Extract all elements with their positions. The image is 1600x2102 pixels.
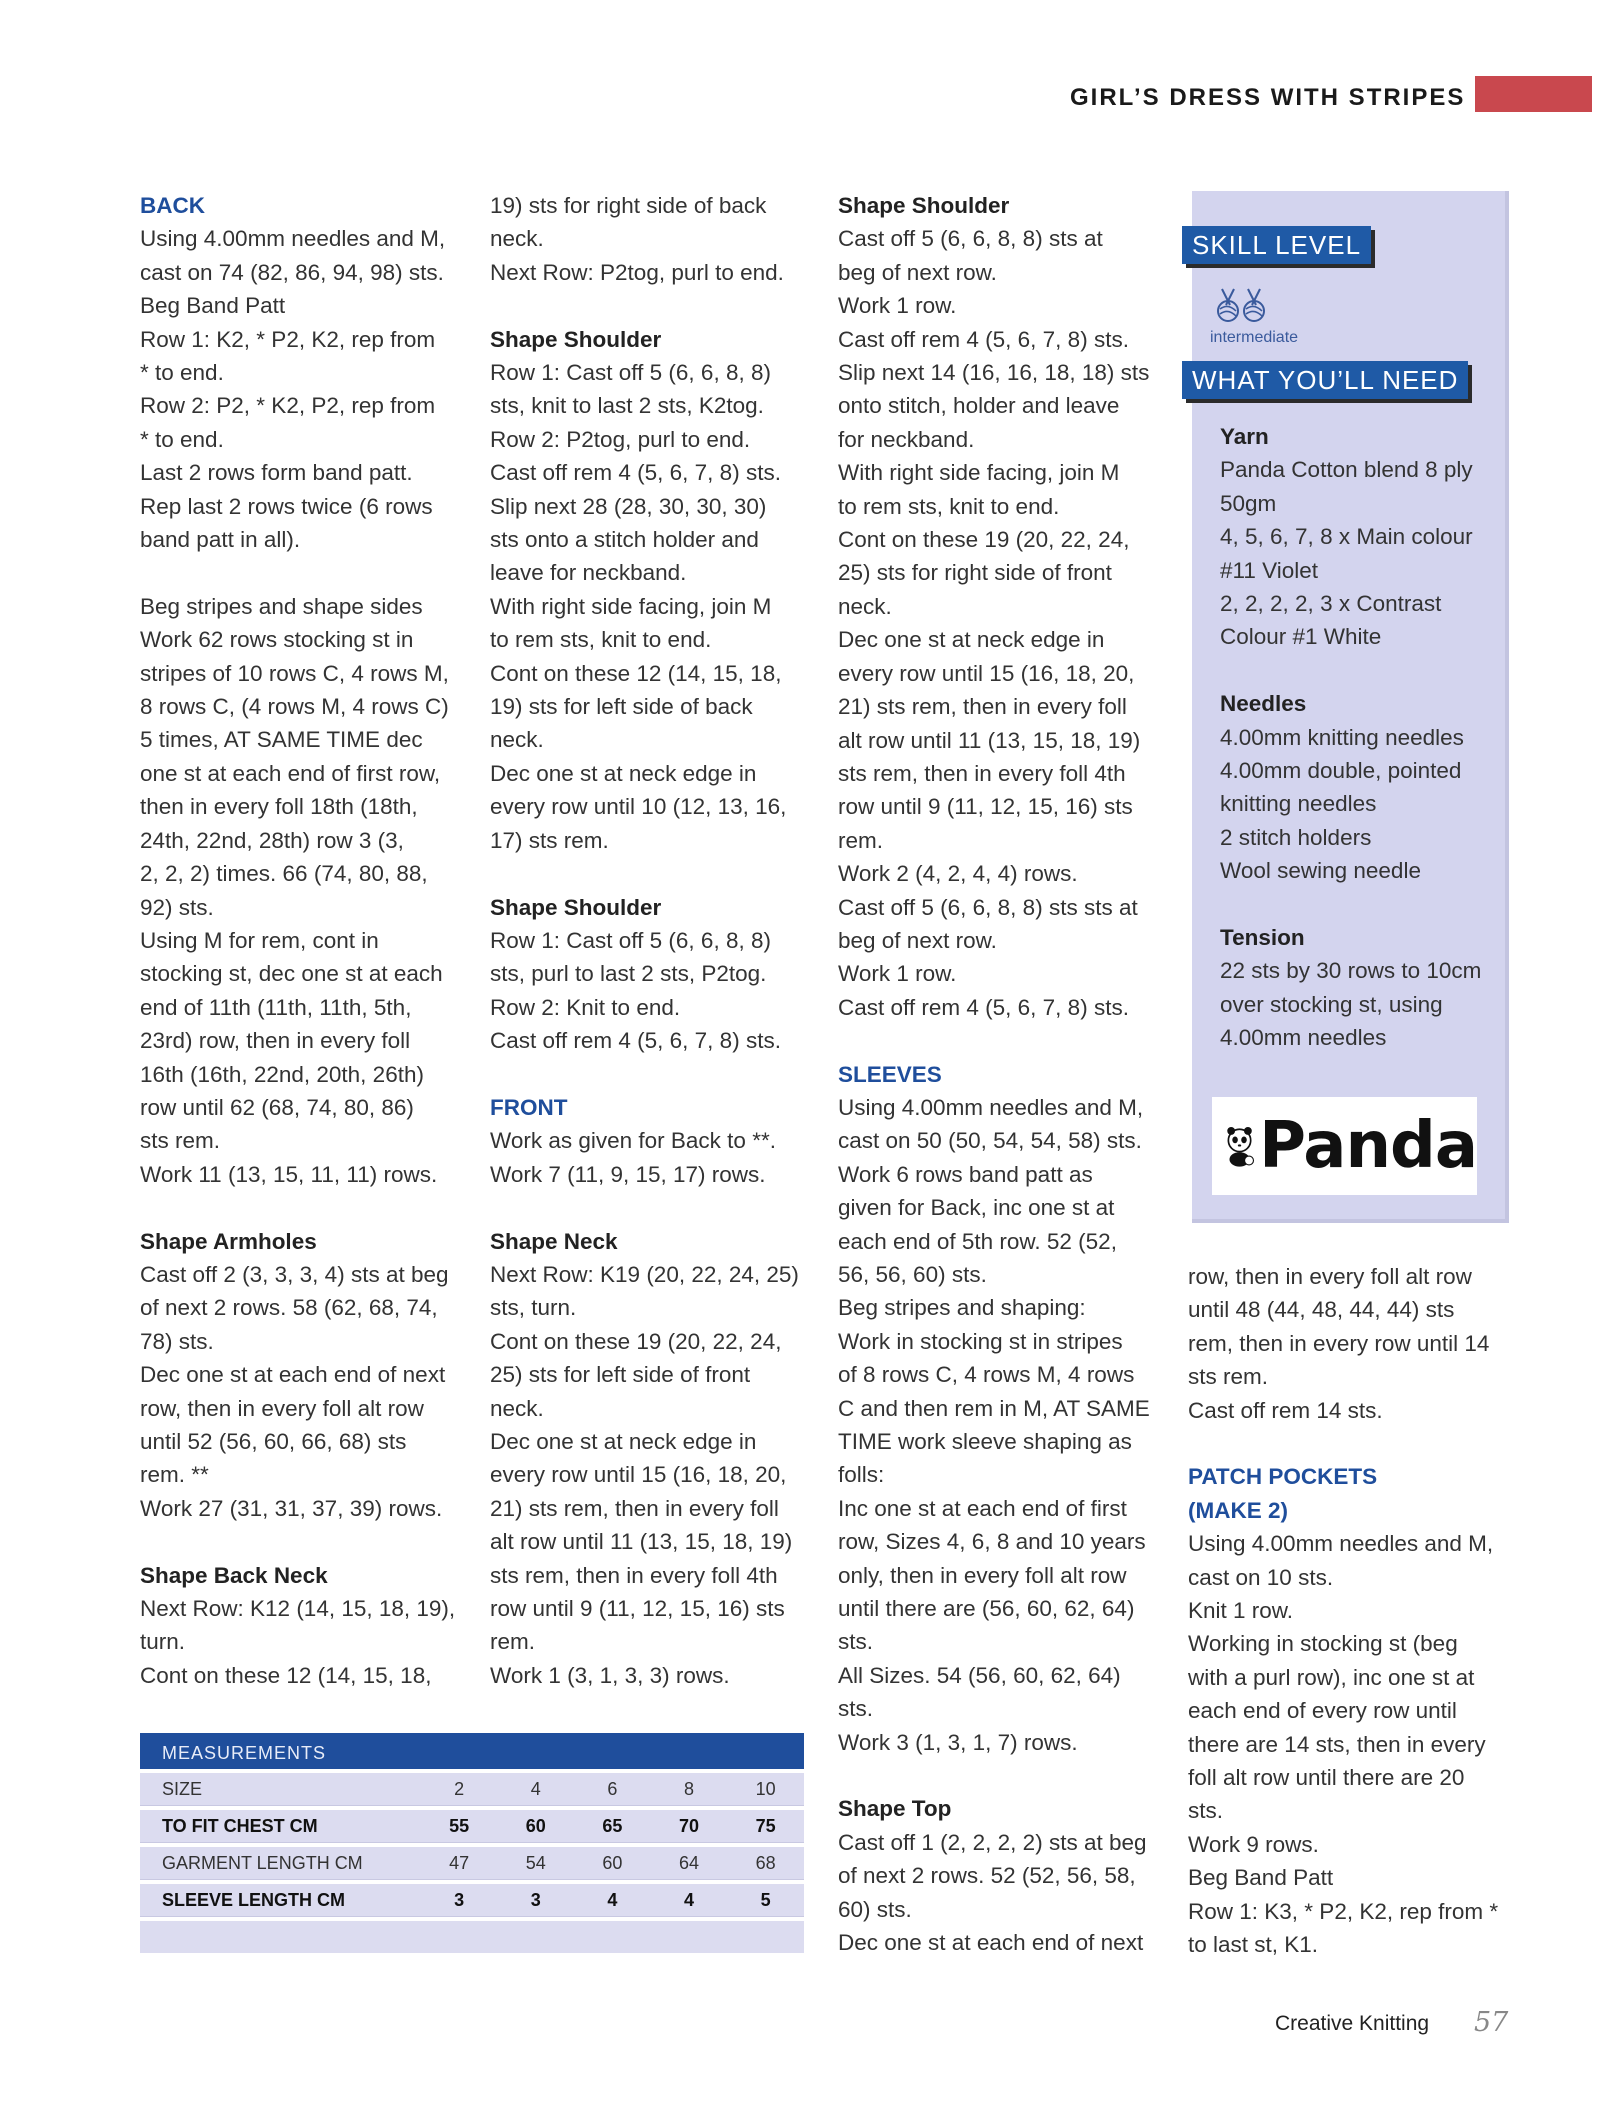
measurement-value: 10 bbox=[755, 1779, 776, 1799]
section-heading: FRONT bbox=[490, 1094, 568, 1120]
text-line: 24th, 22nd, 28th) row 3 (3, bbox=[140, 827, 404, 853]
footer-page-number: 57 bbox=[1474, 2007, 1509, 2038]
text-line: cast on 50 (50, 54, 54, 58) sts. bbox=[838, 1128, 1142, 1154]
measurement-label: TO FIT CHEST CM bbox=[162, 1816, 318, 1836]
text-line: sts. bbox=[838, 1696, 874, 1722]
text-line: alt row until 11 (13, 15, 18, 19) bbox=[838, 727, 1141, 753]
text-line: rem, then in every row until 14 bbox=[1188, 1330, 1490, 1356]
text-line: there are 14 sts, then in every bbox=[1188, 1731, 1486, 1757]
text-line: alt row until 11 (13, 15, 18, 19) bbox=[490, 1529, 793, 1555]
text-line: sts, turn. bbox=[490, 1295, 577, 1321]
measurements-empty-row bbox=[140, 1921, 804, 1953]
measurement-value: 6 bbox=[607, 1779, 618, 1799]
text-line: * to end. bbox=[140, 360, 224, 386]
text-line: of 8 rows C, 4 rows M, 4 rows bbox=[838, 1362, 1135, 1388]
text-line: to rem sts, knit to end. bbox=[490, 627, 712, 653]
text-line: Row 2: P2tog, purl to end. bbox=[490, 426, 751, 452]
text-line: Using 4.00mm needles and M, bbox=[1188, 1531, 1494, 1557]
text-line: row, then in every foll alt row bbox=[140, 1395, 424, 1421]
header-accent-bar bbox=[1475, 76, 1592, 112]
text-line: for neckband. bbox=[838, 426, 975, 452]
measurements-row bbox=[140, 1810, 804, 1843]
what-you-need-label: WHAT YOU’LL NEED bbox=[1182, 361, 1468, 399]
text-line: Cast off 5 (6, 6, 8, 8) sts at bbox=[838, 226, 1103, 252]
text-line: Cont on these 19 (20, 22, 24, bbox=[838, 527, 1130, 553]
measurement-value: 47 bbox=[449, 1853, 470, 1873]
measurements-row bbox=[140, 1847, 804, 1880]
text-line: each end of every row until bbox=[1188, 1698, 1457, 1724]
text-line: Wool sewing needle bbox=[1220, 858, 1421, 884]
text-line: With right side facing, join M bbox=[490, 593, 772, 619]
section-heading: (MAKE 2) bbox=[1188, 1497, 1288, 1523]
text-line: leave for neckband. bbox=[490, 560, 687, 586]
text-line: Slip next 28 (28, 30, 30, 30) bbox=[490, 493, 767, 519]
text-line: of next 2 rows. 52 (52, 56, 58, bbox=[838, 1863, 1136, 1889]
subsection-heading: Tension bbox=[1220, 925, 1305, 951]
skill-level-text: intermediate bbox=[1210, 329, 1299, 346]
text-line: Panda Cotton blend 8 ply bbox=[1220, 457, 1473, 483]
text-line: 16th (16th, 22nd, 20th, 26th) bbox=[140, 1061, 424, 1087]
text-line: All Sizes. 54 (56, 60, 62, 64) bbox=[838, 1662, 1121, 1688]
text-line: Cast off 2 (3, 3, 3, 4) sts at beg bbox=[140, 1261, 449, 1287]
text-line: Work 27 (31, 31, 37, 39) rows. bbox=[140, 1495, 443, 1521]
text-line: sts rem, then in every foll 4th bbox=[490, 1562, 778, 1588]
measurements-rows bbox=[140, 1773, 804, 1917]
subsection-heading: Shape Neck bbox=[490, 1228, 618, 1254]
text-line: 50gm bbox=[1220, 490, 1277, 516]
text-line: Dec one st at neck edge in bbox=[838, 627, 1105, 653]
subsection-heading: Shape Armholes bbox=[140, 1228, 317, 1254]
spacer bbox=[1220, 654, 1481, 687]
text-line: Work 2 (4, 2, 4, 4) rows. bbox=[838, 861, 1078, 887]
measurements-row bbox=[140, 1773, 804, 1806]
measurement-value: 75 bbox=[755, 1816, 776, 1836]
text-line: one st at each end of first row, bbox=[140, 760, 441, 786]
text-line: 2, 2, 2, 2, 3 x Contrast bbox=[1220, 591, 1442, 617]
column-2 bbox=[490, 189, 820, 1692]
measurements-row bbox=[140, 1884, 804, 1917]
text-line: neck. bbox=[838, 593, 892, 619]
spacer bbox=[490, 1058, 820, 1091]
text-line: Work 1 row. bbox=[838, 293, 957, 319]
text-line: rem. bbox=[490, 1629, 535, 1655]
text-line: Work 62 rows stocking st in bbox=[140, 627, 414, 653]
text-line: Next Row: P2tog, purl to end. bbox=[490, 259, 784, 285]
text-line: stocking st, dec one st at each bbox=[140, 961, 443, 987]
text-line: Cast off rem 4 (5, 6, 7, 8) sts. bbox=[838, 326, 1129, 352]
text-line: Using 4.00mm needles and M, bbox=[140, 226, 446, 252]
text-line: Work in stocking st in stripes bbox=[838, 1328, 1123, 1354]
text-line: over stocking st, using bbox=[1220, 991, 1443, 1017]
text-line: Work 1 row. bbox=[838, 961, 957, 987]
text-line: Work 11 (13, 15, 11, 11) rows. bbox=[140, 1161, 438, 1187]
subsection-heading: Shape Back Neck bbox=[140, 1562, 328, 1588]
column-3 bbox=[838, 189, 1168, 1960]
subsection-heading: Shape Shoulder bbox=[490, 894, 662, 920]
text-line: 25) sts for left side of front bbox=[490, 1362, 751, 1388]
text-line: Beg stripes and shaping: bbox=[838, 1295, 1086, 1321]
text-line: 19) sts for right side of back bbox=[490, 193, 767, 218]
text-line: until there are (56, 60, 62, 64) bbox=[838, 1596, 1135, 1622]
measurement-value: 70 bbox=[679, 1816, 700, 1836]
text-line: end of 11th (11th, 11th, 5th, bbox=[140, 994, 412, 1020]
text-line: neck. bbox=[490, 727, 544, 753]
section-heading: BACK bbox=[140, 193, 205, 218]
spacer bbox=[1188, 1427, 1518, 1460]
section-heading: PATCH POCKETS bbox=[1188, 1464, 1378, 1490]
text-line: with a purl row), inc one st at bbox=[1188, 1664, 1475, 1690]
measurement-value: 68 bbox=[755, 1853, 776, 1873]
measurement-value: 65 bbox=[602, 1816, 623, 1836]
text-line: Cont on these 12 (14, 15, 18, bbox=[140, 1662, 432, 1688]
text-line: sts rem, then in every foll 4th bbox=[838, 760, 1126, 786]
text-line: stripes of 10 rows C, 4 rows M, bbox=[140, 660, 449, 686]
text-line: Cont on these 19 (20, 22, 24, bbox=[490, 1328, 782, 1354]
text-line: row until 9 (11, 12, 15, 16) sts bbox=[838, 794, 1133, 820]
text-line: onto stitch, holder and leave bbox=[838, 393, 1120, 419]
text-line: Dec one st at each end of next bbox=[140, 1362, 446, 1388]
text-line: 4.00mm double, pointed bbox=[1220, 758, 1462, 784]
spacer bbox=[140, 1525, 470, 1558]
text-line: beg of next row. bbox=[838, 927, 997, 953]
text-line: 4.00mm knitting needles bbox=[1220, 724, 1464, 750]
text-line: rem. bbox=[838, 827, 883, 853]
text-line: Last 2 rows form band patt. bbox=[140, 460, 413, 486]
text-line: sts. bbox=[1188, 1798, 1224, 1824]
text-line: every row until 10 (12, 13, 16, bbox=[490, 794, 787, 820]
text-line: #11 Violet bbox=[1220, 557, 1318, 583]
section-heading: SLEEVES bbox=[838, 1061, 942, 1087]
measurement-label: GARMENT LENGTH CM bbox=[162, 1853, 363, 1873]
text-line: Cast off 1 (2, 2, 2, 2) sts at beg bbox=[838, 1829, 1147, 1855]
text-line: 17) sts rem. bbox=[490, 827, 609, 853]
measurement-value: 3 bbox=[530, 1890, 541, 1910]
text-line: 2 stitch holders bbox=[1220, 824, 1372, 850]
text-line: Row 2: Knit to end. bbox=[490, 994, 681, 1020]
text-line: to rem sts, knit to end. bbox=[838, 493, 1060, 519]
page-header-title: GIRL’S DRESS WITH STRIPES bbox=[1070, 84, 1466, 111]
measurement-value: 4 bbox=[607, 1890, 618, 1910]
text-line: Cont on these 12 (14, 15, 18, bbox=[490, 660, 782, 686]
text-line: Next Row: K12 (14, 15, 18, 19), bbox=[140, 1596, 456, 1622]
text-line: Cast off rem 4 (5, 6, 7, 8) sts. bbox=[490, 1028, 781, 1054]
text-line: Colour #1 White bbox=[1220, 624, 1382, 650]
text-line: Row 2: P2, * K2, P2, rep from bbox=[140, 393, 436, 419]
text-line: 5 times, AT SAME TIME dec bbox=[140, 727, 423, 753]
subsection-heading: Shape Shoulder bbox=[838, 193, 1010, 218]
text-line: row until 9 (11, 12, 15, 16) sts bbox=[490, 1596, 785, 1621]
text-line: beg of next row. bbox=[838, 259, 997, 285]
column-1 bbox=[140, 189, 470, 1692]
subsection-heading: Needles bbox=[1220, 691, 1307, 717]
text-line: sts rem. bbox=[140, 1128, 221, 1154]
text-line: given for Back, inc one st at bbox=[838, 1195, 1115, 1221]
text-line: rem. ** bbox=[140, 1462, 209, 1488]
spacer bbox=[1220, 888, 1481, 921]
text-line: Cast off rem 4 (5, 6, 7, 8) sts. bbox=[838, 994, 1129, 1020]
text-line: Next Row: K19 (20, 22, 24, 25) bbox=[490, 1261, 799, 1287]
text-line: row, then in every foll alt row bbox=[1188, 1264, 1472, 1289]
text-line: Work 7 (11, 9, 15, 17) rows. bbox=[490, 1161, 766, 1187]
text-line: then in every foll 18th (18th, bbox=[140, 794, 418, 820]
panda-logo-text: Panda bbox=[1259, 1109, 1477, 1183]
text-line: every row until 15 (16, 18, 20, bbox=[490, 1462, 787, 1488]
text-line: Beg Band Patt bbox=[140, 293, 286, 319]
text-line: 4.00mm needles bbox=[1220, 1025, 1387, 1051]
measurement-value: 60 bbox=[602, 1853, 623, 1873]
text-line: Row 1: K3, * P2, K2, rep from * bbox=[1188, 1898, 1499, 1924]
text-line: Work 3 (1, 3, 1, 7) rows. bbox=[838, 1729, 1078, 1755]
text-line: 60) sts. bbox=[838, 1896, 912, 1922]
column-4 bbox=[1188, 1260, 1518, 1962]
text-line: 21) sts rem, then in every foll bbox=[490, 1495, 779, 1521]
subsection-heading: Shape Top bbox=[838, 1796, 952, 1822]
footer-magazine-name: Creative Knitting bbox=[1275, 2012, 1430, 2035]
panda-logo bbox=[1212, 1097, 1477, 1195]
text-line: Working in stocking st (beg bbox=[1188, 1631, 1458, 1657]
text-line: Using 4.00mm needles and M, bbox=[838, 1094, 1144, 1120]
text-line: 25) sts for right side of front bbox=[838, 560, 1112, 586]
spacer bbox=[140, 1191, 470, 1224]
measurements-table bbox=[140, 1733, 804, 1953]
text-line: cast on 10 sts. bbox=[1188, 1564, 1334, 1590]
text-line: Work 9 rows. bbox=[1188, 1831, 1319, 1857]
spacer bbox=[838, 1759, 1168, 1792]
measurement-value: 4 bbox=[684, 1890, 695, 1910]
text-line: Row 1: K2, * P2, K2, rep from bbox=[140, 326, 436, 352]
spacer bbox=[490, 289, 820, 322]
spacer bbox=[490, 1191, 820, 1224]
text-line: each end of 5th row. 52 (52, bbox=[838, 1228, 1117, 1254]
text-line: With right side facing, join M bbox=[838, 460, 1120, 486]
spacer bbox=[838, 1024, 1168, 1057]
text-line: neck. bbox=[490, 1395, 544, 1421]
text-line: Dec one st at each end of next bbox=[838, 1930, 1144, 1956]
text-line: Row 1: Cast off 5 (6, 6, 8, 8) bbox=[490, 360, 771, 386]
measurement-label: SLEEVE LENGTH CM bbox=[162, 1890, 346, 1910]
text-line: Beg Band Patt bbox=[1188, 1865, 1334, 1891]
requirements-sidebar bbox=[1192, 191, 1509, 1223]
text-line: * to end. bbox=[140, 426, 224, 452]
text-line: 56, 56, 60) sts. bbox=[838, 1261, 987, 1287]
text-line: until 48 (44, 48, 44, 44) sts bbox=[1188, 1297, 1455, 1323]
skill-level-label: SKILL LEVEL bbox=[1182, 226, 1371, 264]
measurement-value: 2 bbox=[454, 1779, 465, 1799]
text-line: neck. bbox=[490, 226, 544, 252]
text-line: 4, 5, 6, 7, 8 x Main colour bbox=[1220, 524, 1473, 550]
text-line: 2, 2, 2) times. 66 (74, 80, 88, bbox=[140, 861, 428, 887]
text-line: Slip next 14 (16, 16, 18, 18) sts bbox=[838, 360, 1150, 386]
spacer bbox=[140, 556, 470, 589]
text-line: 21) sts rem, then in every foll bbox=[838, 694, 1127, 720]
measurement-value: 55 bbox=[449, 1816, 470, 1836]
text-line: Beg stripes and shape sides bbox=[140, 593, 423, 619]
subsection-heading: Yarn bbox=[1220, 424, 1269, 449]
text-line: Dec one st at neck edge in bbox=[490, 760, 757, 786]
measurement-value: 8 bbox=[684, 1779, 695, 1799]
text-line: sts, purl to last 2 sts, P2tog. bbox=[490, 961, 767, 987]
text-line: 8 rows C, (4 rows M, 4 rows C) bbox=[140, 694, 449, 720]
text-line: knitting needles bbox=[1220, 791, 1377, 817]
text-line: Knit 1 row. bbox=[1188, 1598, 1294, 1624]
text-line: turn. bbox=[140, 1629, 186, 1655]
text-line: Row 1: Cast off 5 (6, 6, 8, 8) bbox=[490, 927, 771, 953]
text-line: sts onto a stitch holder and bbox=[490, 527, 759, 553]
text-line: Work as given for Back to **. bbox=[490, 1128, 776, 1154]
subsection-heading: Shape Shoulder bbox=[490, 326, 662, 352]
text-line: every row until 15 (16, 18, 20, bbox=[838, 660, 1135, 686]
text-line: Cast off rem 4 (5, 6, 7, 8) sts. bbox=[490, 460, 781, 486]
text-line: sts rem. bbox=[1188, 1364, 1269, 1390]
text-line: sts, knit to last 2 sts, K2tog. bbox=[490, 393, 764, 419]
measurements-title: MEASUREMENTS bbox=[140, 1733, 804, 1769]
spacer bbox=[490, 857, 820, 890]
text-line: until 52 (56, 60, 66, 68) sts bbox=[140, 1429, 407, 1454]
requirements-list bbox=[1220, 420, 1481, 1055]
text-line: Cast off 5 (6, 6, 8, 8) sts sts at bbox=[838, 894, 1138, 920]
text-line: TIME work sleeve shaping as bbox=[838, 1429, 1132, 1455]
text-line: Work 1 (3, 1, 3, 3) rows. bbox=[490, 1662, 730, 1688]
text-line: 23rd) row, then in every foll bbox=[140, 1028, 411, 1054]
text-line: cast on 74 (82, 86, 94, 98) sts. bbox=[140, 259, 444, 285]
text-line: Rep last 2 rows twice (6 rows bbox=[140, 493, 433, 519]
measurement-value: 3 bbox=[454, 1890, 465, 1910]
measurement-value: 5 bbox=[760, 1890, 771, 1910]
text-line: Inc one st at each end of first bbox=[838, 1495, 1127, 1521]
text-line: to last st, K1. bbox=[1188, 1932, 1319, 1958]
panda-icon bbox=[1220, 1106, 1259, 1186]
text-line: 22 sts by 30 rows to 10cm bbox=[1220, 958, 1482, 984]
text-line: sts. bbox=[838, 1629, 874, 1655]
text-line: Dec one st at neck edge in bbox=[490, 1428, 757, 1454]
measurement-value: 4 bbox=[530, 1779, 541, 1799]
text-line: Cast off rem 14 sts. bbox=[1188, 1397, 1383, 1423]
yarn-balls-icon bbox=[1212, 283, 1272, 332]
measurement-value: 60 bbox=[525, 1816, 546, 1836]
measurement-value: 64 bbox=[679, 1853, 700, 1873]
text-line: only, then in every foll alt row bbox=[838, 1562, 1127, 1588]
text-line: Work 6 rows band patt as bbox=[838, 1161, 1093, 1187]
measurement-label: SIZE bbox=[162, 1779, 203, 1799]
text-line: folls: bbox=[838, 1462, 885, 1488]
text-line: foll alt row until there are 20 bbox=[1188, 1765, 1465, 1791]
text-line: 19) sts for left side of back bbox=[490, 694, 753, 720]
text-line: 92) sts. bbox=[140, 894, 214, 920]
text-line: band patt in all). bbox=[140, 527, 301, 553]
text-line: of next 2 rows. 58 (62, 68, 74, bbox=[140, 1295, 438, 1321]
text-line: row, Sizes 4, 6, 8 and 10 years bbox=[838, 1529, 1146, 1555]
text-line: Using M for rem, cont in bbox=[140, 927, 379, 953]
text-line: 78) sts. bbox=[140, 1328, 214, 1354]
text-line: C and then rem in M, AT SAME bbox=[838, 1395, 1150, 1421]
measurement-value: 54 bbox=[525, 1853, 546, 1873]
text-line: row until 62 (68, 74, 80, 86) bbox=[140, 1094, 414, 1120]
